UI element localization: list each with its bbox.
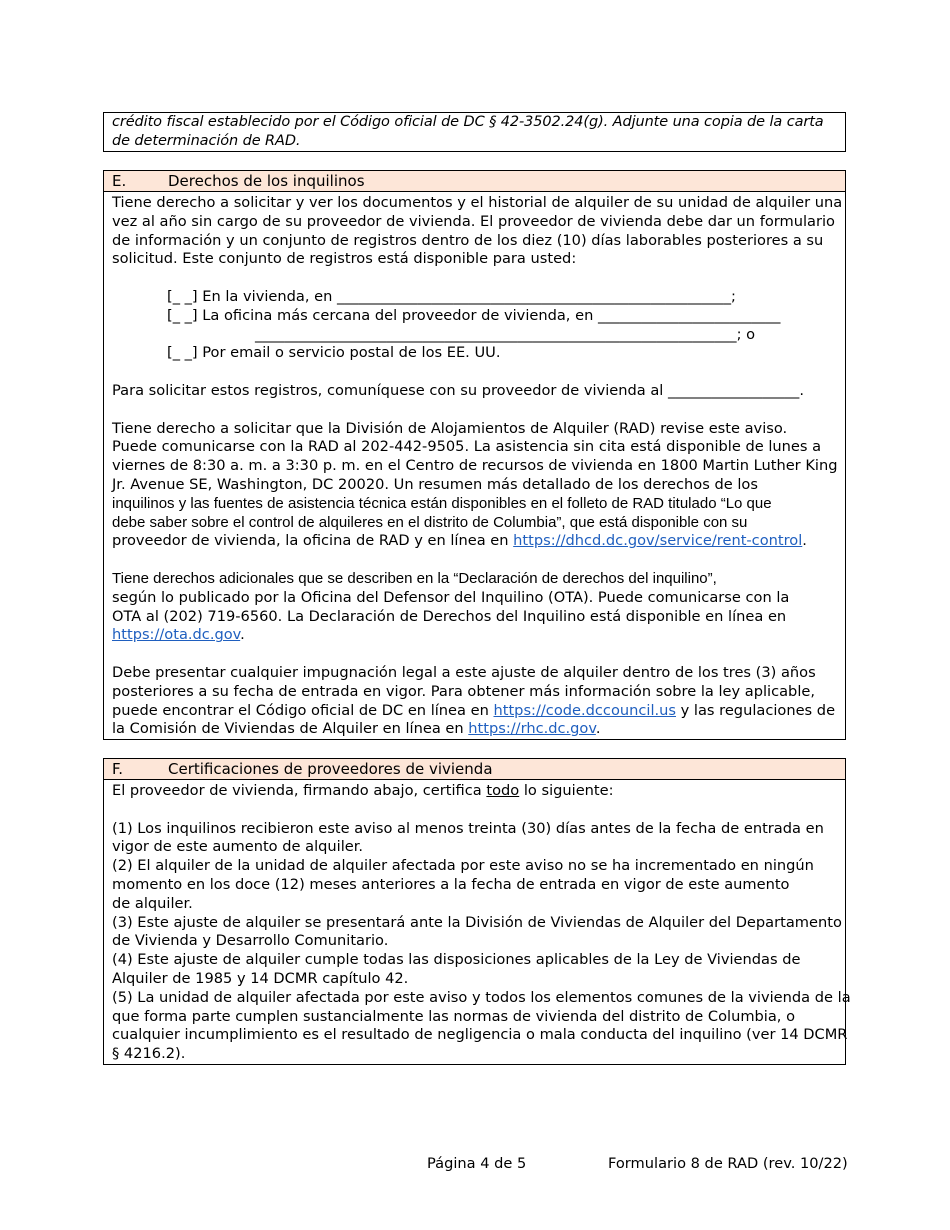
intro-line: Tiene derecho a solicitar y ver los documentos y el historial de alquiler de su unidad de alquiler una — [112, 194, 843, 211]
certification-line: § 4216.2). — [112, 1045, 186, 1063]
option-nearest-office-continued: __________________________________________________________________; o — [255, 325, 756, 343]
intro-line: vez al año sin cargo de su proveedor de vivienda. El proveedor de vivienda debe dar un formulario — [112, 212, 835, 230]
period: . — [240, 626, 245, 644]
rad-line: Puede comunicarse con la RAD al 202-442-9505. La asistencia sin cita está disponible de lunes a — [112, 438, 822, 456]
section-e-body — [104, 192, 845, 739]
certification-line: cualquier incumplimiento es el resultado de negligencia o mala conducta del inquilino (ver 14 DCMR — [112, 1026, 848, 1044]
intro-line: solicitud. Este conjunto de registros está disponible para usted: — [112, 250, 577, 268]
section-f-letter: F. — [112, 760, 123, 778]
certification-line: que forma parte cumplen sustancialmente las normas de vivienda del distrito de Columbia, o — [112, 1007, 795, 1025]
page-number: Página 4 de 5 — [427, 1155, 527, 1172]
legal-line-text: la Comisión de Viviendas de Alquiler en línea en — [112, 720, 469, 738]
legal-line-text: y las regulaciones de — [676, 701, 836, 719]
section-f-body — [104, 780, 851, 1064]
ota-line: OTA al (202) 719-6560. La Declaración de Derechos del Inquilino está disponible en línea en — [112, 607, 787, 625]
section-f-header — [104, 759, 845, 780]
section-e-letter: E. — [112, 172, 127, 190]
legal-line-text: puede encontrar el Código oficial de DC en línea en — [112, 701, 494, 719]
legal-line — [112, 702, 839, 721]
certification-line: (2) El alquiler de la unidad de alquiler afectada por este aviso no se ha incrementado en ningún — [112, 857, 814, 875]
request-records-line: Para solicitar estos registros, comuníquese con su proveedor de vivienda al __________________. — [112, 381, 804, 399]
rhc-link[interactable]: https://rhc.dc.gov — [468, 720, 596, 738]
legal-line — [112, 720, 839, 739]
certify-all-underlined: todo — [486, 782, 520, 799]
certification-line: Alquiler de 1985 y 14 DCMR capítulo 42. — [112, 969, 409, 987]
rad-last-line — [112, 532, 839, 551]
period: . — [595, 720, 601, 738]
legal-line: posteriores a su fecha de entrada en vigor. Para obtener más información sobre la ley aplicable, — [112, 682, 815, 700]
certification-line: de Vivienda y Desarrollo Comunitario. — [112, 932, 389, 950]
ota-line: según lo publicado por la Oficina del Defensor del Inquilino (OTA). Puede comunicarse con la — [112, 588, 790, 606]
rent-control-link[interactable]: https://dhcd.dc.gov/service/rent-control — [513, 532, 803, 550]
continuation-box — [103, 112, 846, 152]
form-identifier: Formulario 8 de RAD (rev. 10/22) — [608, 1155, 848, 1172]
section-f — [103, 758, 851, 1065]
period: . — [802, 532, 807, 550]
certify-intro — [112, 782, 839, 801]
continuation-text: crédito fiscal establecido por el Código oficial de DC § 42-3502.24(g). Adjunte una copia de la carta de determinación de RAD. — [112, 114, 824, 149]
certification-line: de alquiler. — [112, 894, 193, 912]
option-nearest-office: [_ _] La oficina más cercana del proveedor de vivienda, en _________________________ — [167, 306, 781, 324]
certification-line: (1) Los inquilinos recibieron este aviso al menos treinta (30) días antes de la fecha de entrada en — [112, 819, 824, 837]
certify-intro-text: lo siguiente: — [519, 782, 614, 799]
certification-line: (4) Este ajuste de alquiler cumple todas las disposiciones aplicables de la Ley de Viviendas de — [112, 951, 801, 969]
certification-line: vigor de este aumento de alquiler. — [112, 838, 364, 856]
legal-line: Debe presentar cualquier impugnación legal a este ajuste de alquiler dentro de los tres (3) años — [112, 663, 816, 681]
section-e — [103, 170, 846, 740]
section-e-header — [104, 171, 845, 192]
certification-line: (3) Este ajuste de alquiler se presentará ante la División de Viviendas de Alquiler del Departamento — [112, 913, 842, 931]
certification-line: momento en los doce (12) meses anteriores a la fecha de entrada en vigor de este aumento — [112, 875, 790, 893]
intro-line: de información y un conjunto de registros dentro de los diez (10) días laborables posteriores a su — [112, 231, 824, 249]
rad-line: inquilinos y las fuentes de asistencia técnica están disponibles en el folleto de RAD titulado “Lo que — [112, 494, 772, 512]
section-f-title: Certificaciones de proveedores de vivienda — [168, 760, 493, 778]
certification-line: (5) La unidad de alquiler afectada por este aviso y todos los elementos comunes de la vivienda de la — [112, 988, 851, 1006]
ota-link-line — [112, 626, 839, 645]
certify-intro-text: El proveedor de vivienda, firmando abajo, certifica — [112, 782, 487, 799]
rad-last-text: proveedor de vivienda, la oficina de RAD y en línea en — [112, 532, 514, 550]
rad-line: debe saber sobre el control de alquileres en el distrito de Columbia”, que está disponible con su — [112, 513, 748, 531]
rad-line: Tiene derecho a solicitar que la División de Alojamientos de Alquiler (RAD) revise este aviso. — [112, 419, 788, 437]
ota-link[interactable]: https://ota.dc.gov — [112, 626, 241, 644]
dc-code-link[interactable]: https://code.dccouncil.us — [493, 701, 676, 719]
option-mail: [_ _] Por email o servicio postal de los EE. UU. — [167, 344, 501, 362]
section-e-title: Derechos de los inquilinos — [168, 172, 365, 190]
ota-line: Tiene derechos adicionales que se describen en la “Declaración de derechos del inquilino”, — [112, 569, 717, 587]
rad-line: viernes de 8:30 a. m. a 3:30 p. m. en el Centro de recursos de vivienda en 1800 Martin Luther King — [112, 457, 838, 475]
option-on-premises: [_ _] En la vivienda, en ______________________________________________________; — [167, 287, 736, 305]
rad-line: Jr. Avenue SE, Washington, DC 20020. Un resumen más detallado de los derechos de los — [112, 475, 758, 493]
